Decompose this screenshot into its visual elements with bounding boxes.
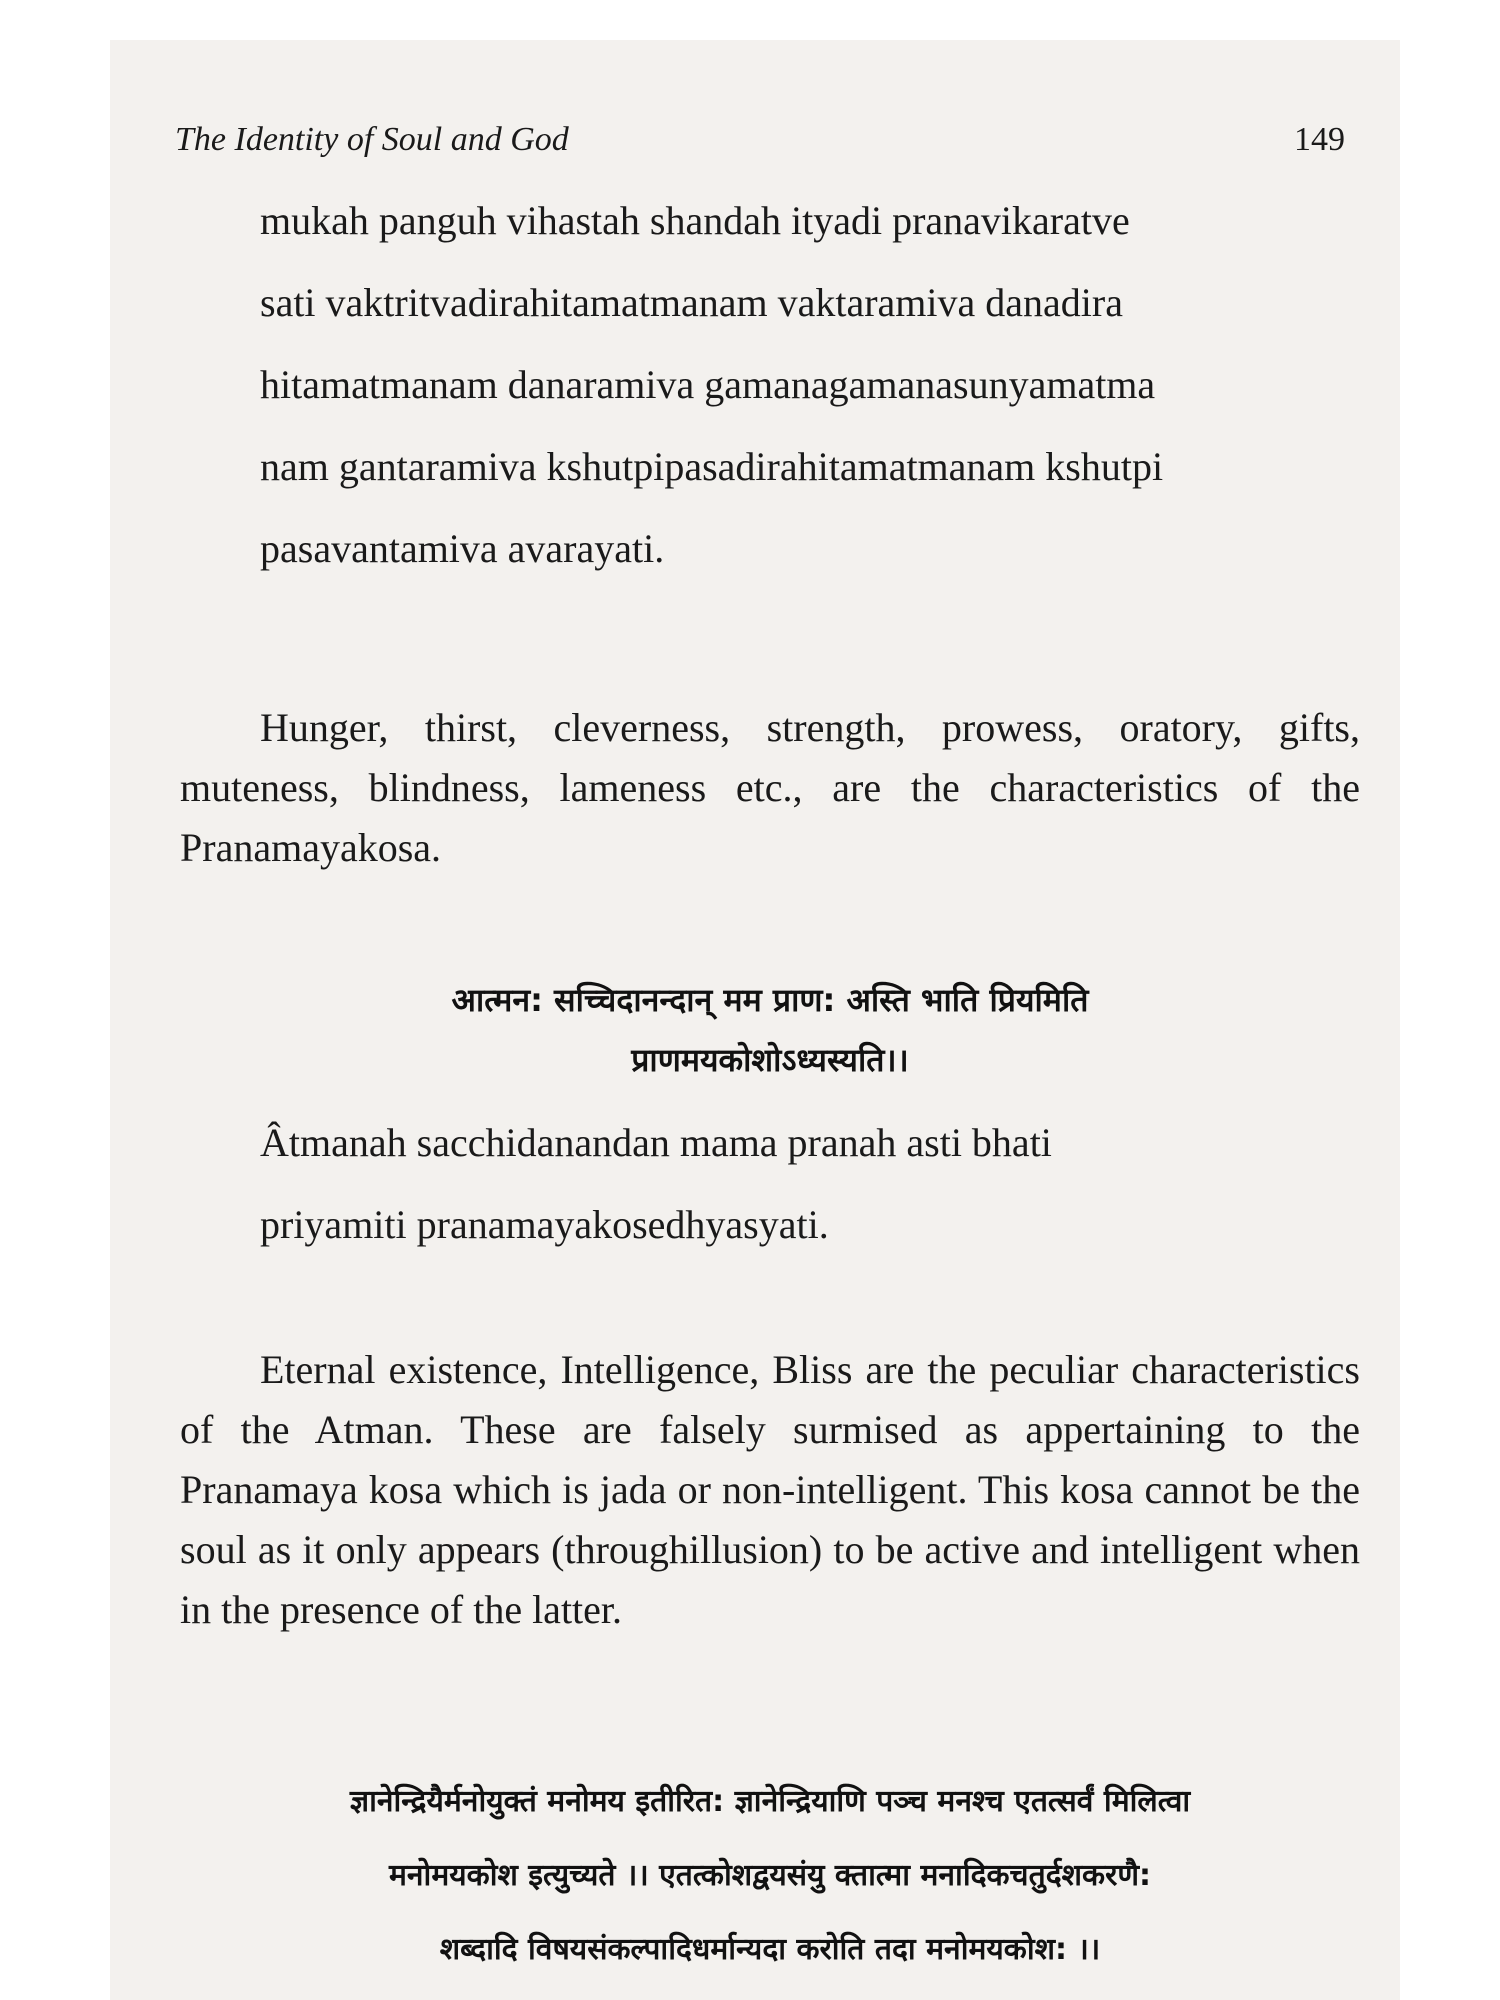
sanskrit-verse-2 (180, 1765, 1360, 1987)
page-number: 149 (1294, 121, 1345, 158)
book-page (110, 40, 1400, 2000)
transliteration-line: mukah panguh vihastah shandah ityadi pranavikaratve (260, 198, 1130, 243)
paragraph-text: Eternal existence, Intelligence, Bliss are the peculiar characteristics of the Atman. These are falsely surmised as appertaining to the Pranamaya kosa which is jada or non-intelligent. This kosa cannot be the soul as it only appears (throughillusion) to be active and intelligent when in the presence of the latter. (180, 1347, 1360, 1632)
paragraph-characteristics (180, 698, 1360, 878)
transliteration-block-1 (260, 180, 1360, 590)
transliteration-block-2 (260, 1102, 1360, 1266)
transliteration-line: sati vaktritvadirahitamatmanam vaktaramiva danadira (260, 280, 1123, 325)
transliteration-line: nam gantaramiva kshutpipasadirahitamatmanam kshutpi (260, 444, 1164, 489)
paragraph-text: Hunger, thirst, cleverness, strength, prowess, oratory, gifts, muteness, blindness, lameness etc., are the characteristics of the Pranamayakosa. (180, 705, 1360, 870)
transliteration-line: hitamatmanam danaramiva gamanagamanasunyamatma (260, 362, 1156, 407)
sanskrit-verse-1 (180, 970, 1360, 1090)
paragraph-atman (180, 1340, 1360, 1640)
sanskrit-line: शब्दादि विषयसंकल्पादिधर्मान्यदा करोति तदा मनोमयकोश: ।। (439, 1932, 1101, 1967)
sanskrit-line: मनोमयकोश इत्युच्यते ।। एतत्कोशद्वयसंयु क्तात्मा मनादिकचतुर्दशकरणै: (388, 1858, 1152, 1893)
transliteration-line: Âtmanah sacchidanandan mama pranah asti bhati (260, 1120, 1052, 1165)
sanskrit-line: प्राणमयकोशोऽध्यस्यति।। (631, 1041, 909, 1079)
chapter-title: The Identity of Soul and God (175, 121, 569, 158)
transliteration-line: priyamiti pranamayakosedhyasyati. (260, 1202, 829, 1247)
sanskrit-line: आत्मन: सच्चिदानन्दान् मम प्राण: अस्ति भाति प्रियमिति (451, 981, 1089, 1019)
running-header (175, 110, 1345, 170)
transliteration-line: pasavantamiva avarayati. (260, 526, 665, 571)
sanskrit-line: ज्ञानेन्द्रियैर्मनोयुक्तं मनोमय इतीरित: ज्ञानेन्द्रियाणि पञ्च मनश्च एतत्सर्वं मिलित्वा (349, 1784, 1191, 1819)
